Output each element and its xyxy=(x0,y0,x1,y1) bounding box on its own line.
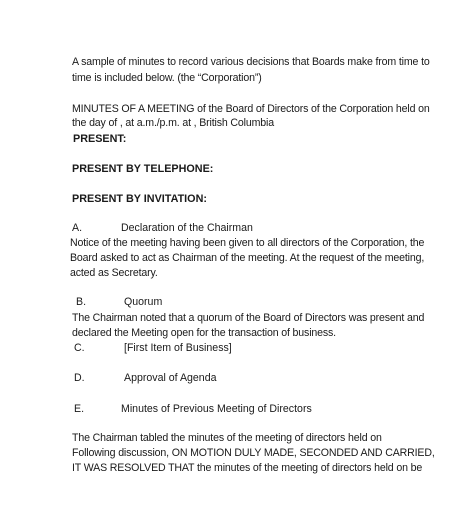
intro-line-2: time is included below. (the “Corporation”) xyxy=(72,72,262,84)
item-d-letter: D. xyxy=(74,372,85,384)
item-a-title: Declaration of the Chairman xyxy=(121,222,253,234)
item-a-letter: A. xyxy=(72,222,83,234)
item-b-title: Quorum xyxy=(124,296,163,308)
item-a-body-line-2: Board asked to act as Chairman of the meeting. At the request of the meeting, xyxy=(70,252,425,264)
minutes-heading-line-1: MINUTES OF A MEETING of the Board of Directors of the Corporation held on xyxy=(72,103,430,115)
item-e-letter: E. xyxy=(74,403,85,415)
present-by-invitation-label: PRESENT BY INVITATION: xyxy=(72,193,207,205)
item-d-title: Approval of Agenda xyxy=(124,372,217,384)
item-c-title: [First Item of Business] xyxy=(124,342,232,354)
item-b-body-line-2: declared the Meeting open for the transaction of business. xyxy=(72,327,336,339)
item-b-body-line-1: The Chairman noted that a quorum of the Board of Directors was present and xyxy=(72,312,425,324)
item-a-body-line-3: acted as Secretary. xyxy=(70,267,158,279)
item-c-letter: C. xyxy=(74,342,85,354)
item-b-letter: B. xyxy=(76,296,87,308)
item-e-title: Minutes of Previous Meeting of Directors xyxy=(121,403,312,415)
item-e-body-line-1: The Chairman tabled the minutes of the meeting of directors held on xyxy=(72,432,382,444)
intro-line-1: A sample of minutes to record various decisions that Boards make from time to xyxy=(72,56,430,68)
item-e-body-line-2: Following discussion, ON MOTION DULY MADE, SECONDED AND CARRIED, xyxy=(72,447,435,459)
present-label: PRESENT: xyxy=(73,133,127,145)
item-e-body-line-3: IT WAS RESOLVED THAT the minutes of the meeting of directors held on be xyxy=(72,462,423,474)
minutes-heading-line-2: the day of , at a.m./p.m. at , British Columbia xyxy=(72,117,274,129)
present-by-telephone-label: PRESENT BY TELEPHONE: xyxy=(72,163,214,175)
item-a-body-line-1: Notice of the meeting having been given to all directors of the Corporation, the xyxy=(70,237,425,249)
